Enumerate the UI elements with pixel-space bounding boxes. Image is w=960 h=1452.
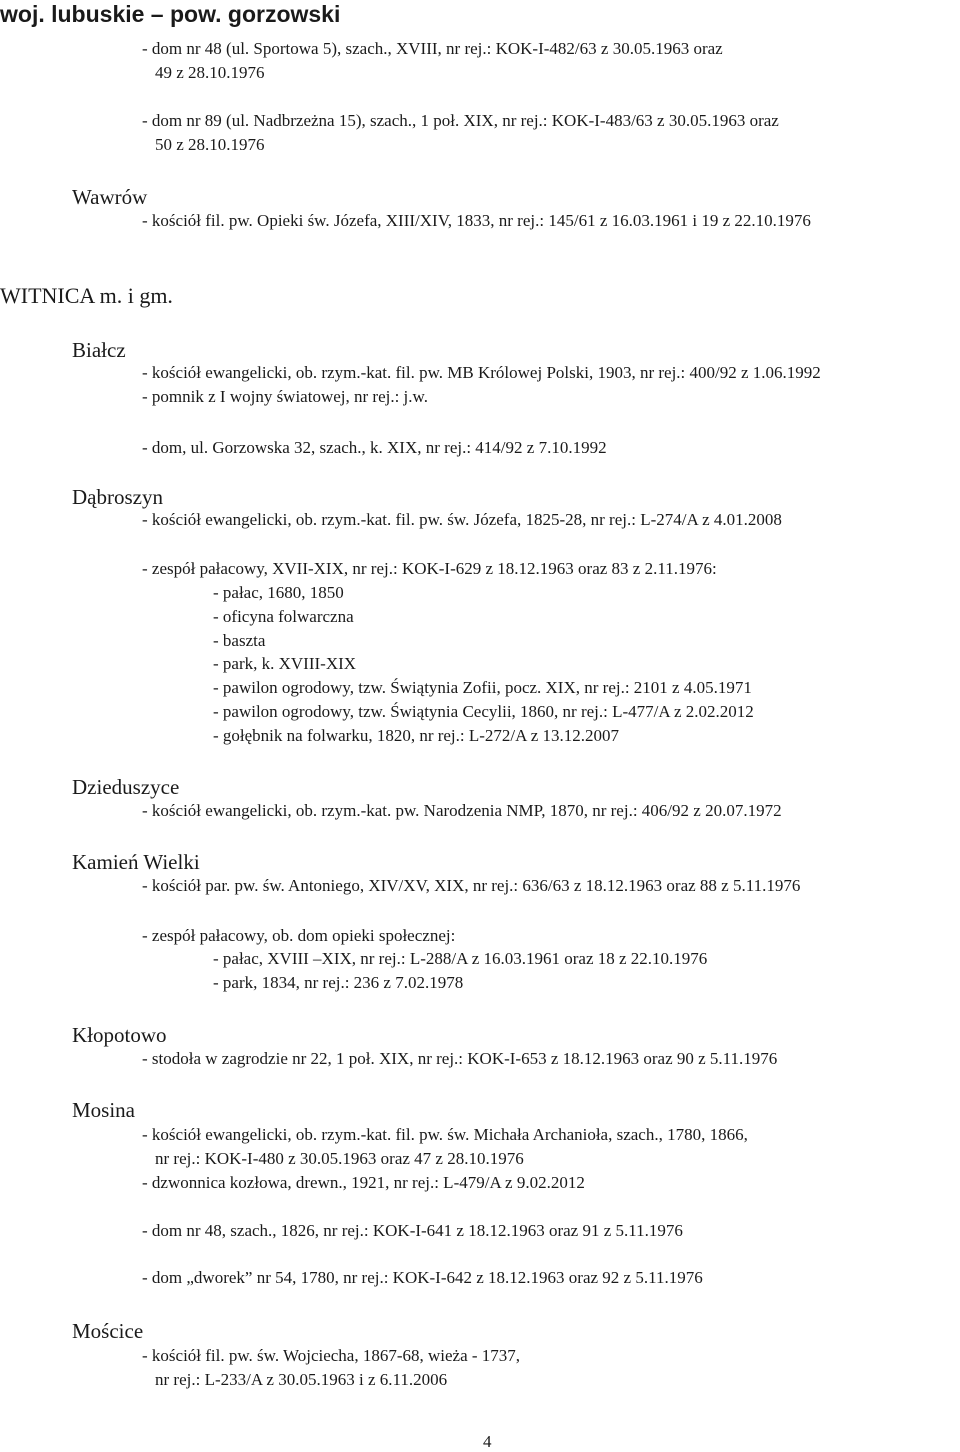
village-heading: Białcz (72, 338, 126, 362)
entry-line: - kościół par. pw. św. Antoniego, XIV/XV, XIX, nr rej.: 636/63 z 18.12.1963 oraz 88 z 5.11.1976 (142, 876, 801, 895)
entry-line: - dom „dworek” nr 54, 1780, nr rej.: KOK-I-642 z 18.12.1963 oraz 92 z 5.11.1976 (142, 1268, 703, 1287)
entry-line: - pomnik z I wojny światowej, nr rej.: j.w. (142, 387, 428, 406)
entry-line: - dom nr 89 (ul. Nadbrzeżna 15), szach., 1 poł. XIX, nr rej.: KOK-I-483/63 z 30.05.1963 oraz (142, 111, 779, 130)
sub-entry-line: - park, 1834, nr rej.: 236 z 7.02.1978 (213, 973, 464, 992)
sub-entry-line: - oficyna folwarczna (213, 607, 354, 626)
entry-line: - zespół pałacowy, ob. dom opieki społecznej: (142, 926, 456, 945)
sub-entry-line: - gołębnik na folwarku, 1820, nr rej.: L-272/A z 13.12.2007 (213, 726, 620, 745)
village-heading: Dąbroszyn (72, 485, 163, 509)
page-header: woj. lubuskie – pow. gorzowski (0, 1, 341, 27)
sub-entry-line: - baszta (213, 631, 266, 650)
entry-line: - kościół ewangelicki, ob. rzym.-kat. fil. pw. św. Michała Archanioła, szach., 1780, 1866, (142, 1125, 748, 1144)
sub-entry-line: - pałac, 1680, 1850 (213, 583, 344, 602)
sub-entry-line: - pawilon ogrodowy, tzw. Świątynia Zofii, pocz. XIX, nr rej.: 2101 z 4.05.1971 (213, 678, 752, 697)
entry-line: - dom nr 48, szach., 1826, nr rej.: KOK-I-641 z 18.12.1963 oraz 91 z 5.11.1976 (142, 1221, 683, 1240)
entry-line: - dom nr 48 (ul. Sportowa 5), szach., XVIII, nr rej.: KOK-I-482/63 z 30.05.1963 oraz (142, 39, 723, 58)
village-heading: Mosina (72, 1098, 135, 1122)
entry-line: nr rej.: L-233/A z 30.05.1963 i z 6.11.2006 (155, 1370, 448, 1389)
entry-line: - kościół fil. pw. św. Wojciecha, 1867-68, wieża - 1737, (142, 1346, 521, 1365)
sub-entry-line: - pałac, XVIII –XIX, nr rej.: L-288/A z 16.03.1961 oraz 18 z 22.10.1976 (213, 949, 708, 968)
entry-line: 49 z 28.10.1976 (155, 63, 265, 82)
village-heading: Wawrów (72, 185, 148, 209)
entry-line: - dom, ul. Gorzowska 32, szach., k. XIX, nr rej.: 414/92 z 7.10.1992 (142, 438, 607, 457)
sub-entry-line: - park, k. XVIII-XIX (213, 654, 357, 673)
entry-line: nr rej.: KOK-I-480 z 30.05.1963 oraz 47 z 28.10.1976 (155, 1149, 524, 1168)
entry-line: 50 z 28.10.1976 (155, 135, 265, 154)
municipality-heading: WITNICA m. i gm. (0, 283, 173, 308)
entry-line: - kościół ewangelicki, ob. rzym.-kat. fil. pw. św. Józefa, 1825-28, nr rej.: L-274/A z 4.01.2008 (142, 510, 782, 529)
village-heading: Kłopotowo (72, 1023, 167, 1047)
entry-line: - dzwonnica kozłowa, drewn., 1921, nr rej.: L-479/A z 9.02.2012 (142, 1173, 585, 1192)
entry-line: - kościół ewangelicki, ob. rzym.-kat. pw. Narodzenia NMP, 1870, nr rej.: 406/92 z 20.07.1972 (142, 801, 782, 820)
sub-entry-line: - pawilon ogrodowy, tzw. Świątynia Cecylii, 1860, nr rej.: L-477/A z 2.02.2012 (213, 702, 754, 721)
entry-line: - kościół ewangelicki, ob. rzym.-kat. fil. pw. MB Królowej Polski, 1903, nr rej.: 400/92 z 1.06.1992 (142, 363, 821, 382)
village-heading: Kamień Wielki (72, 850, 200, 874)
village-heading: Mościce (72, 1319, 144, 1343)
entry-line: - stodoła w zagrodzie nr 22, 1 poł. XIX, nr rej.: KOK-I-653 z 18.12.1963 oraz 90 z 5.11.1976 (142, 1049, 778, 1068)
village-heading: Dzieduszyce (72, 775, 180, 799)
entry-line: - zespół pałacowy, XVII-XIX, nr rej.: KOK-I-629 z 18.12.1963 oraz 83 z 2.11.1976: (142, 559, 717, 578)
page-number: 4 (483, 1432, 492, 1451)
entry-line: - kościół fil. pw. Opieki św. Józefa, XIII/XIV, 1833, nr rej.: 145/61 z 16.03.1961 i 19 z 22.10.1976 (142, 211, 811, 230)
